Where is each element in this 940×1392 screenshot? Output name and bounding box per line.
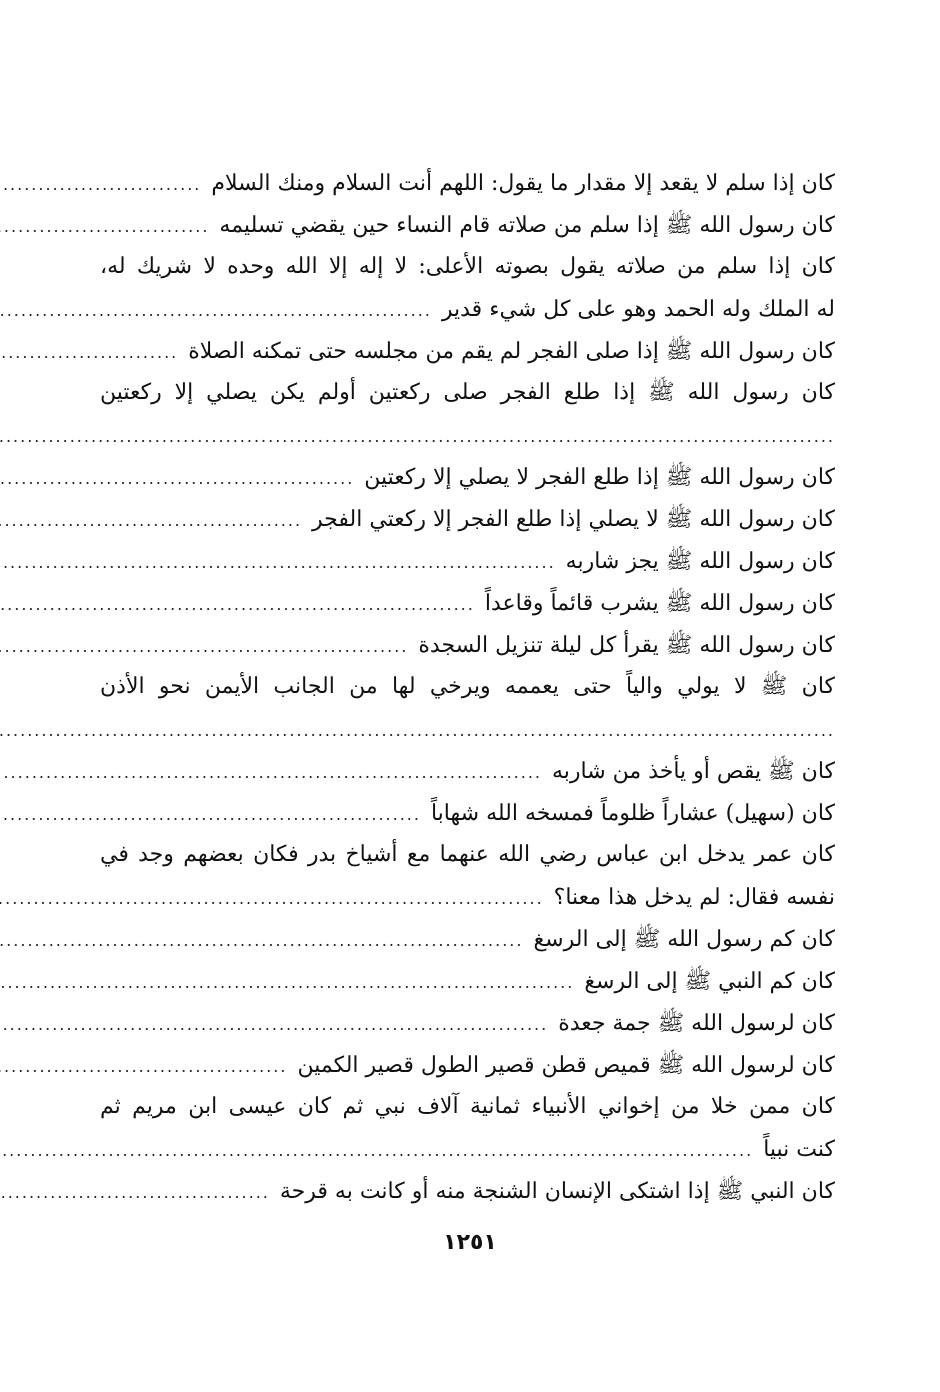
dot-leader — [0, 626, 408, 668]
index-entry — [100, 498, 835, 540]
index-entry — [100, 204, 835, 246]
entry-text: كان رسول الله ﷺ يشرب قائماً وقاعداً — [484, 591, 835, 616]
index-entry — [100, 162, 835, 204]
dot-leader — [0, 1130, 753, 1172]
entry-text: كان ممن خلا من إخواني الأنبياء ثمانية آلاف نبي ثم كان عيسى ابن مريم ثم — [100, 1094, 835, 1119]
index-entry — [100, 540, 835, 582]
dot-leader — [0, 206, 209, 248]
page-number: ١٢٥١ — [443, 1230, 497, 1255]
entry-text: كان كم رسول الله ﷺ إلى الرسغ — [533, 927, 835, 952]
index-entry — [100, 918, 835, 960]
entry-text: كان إذا سلم من صلاته يقول بصوته الأعلى: لا إله إلا الله وحده لا شريك له، — [100, 254, 835, 279]
index-entry — [100, 582, 835, 624]
index-entry — [100, 1044, 835, 1086]
index-entry — [100, 456, 835, 498]
entry-text: كان رسول الله ﷺ يجز شاربه — [565, 549, 835, 574]
dot-leader — [0, 164, 201, 206]
dot-leader — [0, 878, 544, 920]
index-entry — [100, 960, 835, 1002]
index-entry — [100, 666, 835, 750]
entry-text: كان (سهيل) عشاراً ظلوماً فمسخه الله شهاباً — [430, 801, 835, 826]
entry-text: كان رسول الله ﷺ لا يصلي إذا طلع الفجر إلا ركعتي الفجر — [312, 507, 835, 532]
dot-leader — [0, 794, 421, 836]
entry-text: كان لرسول الله ﷺ قميص قطن قصير الطول قصير الكمين — [297, 1053, 835, 1078]
index-entry — [100, 1002, 835, 1044]
dot-leader — [0, 290, 432, 332]
entry-text: كان لرسول الله ﷺ جمة جعدة — [558, 1011, 835, 1036]
dot-leader — [0, 542, 556, 584]
entry-text: كان رسول الله ﷺ إذا طلع الفجر صلى ركعتين أولم يكن يصلي إلا ركعتين — [100, 380, 835, 405]
index-entry — [100, 834, 835, 918]
dot-leader — [0, 962, 574, 1004]
entry-text: كان ﷺ يقص أو يأخذ من شاربه — [552, 759, 835, 784]
dot-leader — [0, 710, 835, 752]
dot-leader — [0, 1172, 270, 1214]
index-entry — [100, 624, 835, 666]
dot-leader — [0, 332, 178, 374]
entry-text-continuation: له الملك وله الحمد وهو على كل شيء قدير — [441, 297, 835, 322]
entry-text: كان إذا سلم لا يقعد إلا مقدار ما يقول: اللهم أنت السلام ومنك السلام — [211, 171, 835, 196]
dot-leader — [0, 500, 302, 542]
entry-text: كان رسول الله ﷺ يقرأ كل ليلة تنزيل السجدة — [418, 633, 835, 658]
entry-text: كان عمر يدخل ابن عباس رضي الله عنهما مع أشياخ بدر فكان بعضهم وجد في — [100, 842, 835, 867]
entry-text-continuation: كنت نبياً — [763, 1137, 835, 1162]
index-entry — [100, 1170, 835, 1212]
dot-leader — [0, 584, 475, 626]
entry-text: كان النبي ﷺ إذا اشتكى الإنسان الشنجة منه أو كانت به قرحة — [279, 1179, 835, 1204]
index-entry — [100, 1086, 835, 1170]
dot-leader — [0, 920, 523, 962]
index-entry — [100, 750, 835, 792]
entry-text: كان رسول الله ﷺ إذا صلى الفجر لم يقم من مجلسه حتى تمكنه الصلاة — [188, 339, 835, 364]
entry-text: كان رسول الله ﷺ إذا طلع الفجر لا يصلي إلا ركعتين — [364, 465, 835, 490]
dot-leader — [0, 416, 835, 458]
entry-text: كان ﷺ لا يولي والياً حتى يعممه ويرخي لها من الجانب الأيمن نحو الأذن — [100, 674, 835, 699]
dot-leader — [0, 458, 354, 500]
entry-text-continuation: نفسه فقال: لم يدخل هذا معنا؟ — [553, 885, 835, 910]
entry-text: كان كم النبي ﷺ إلى الرسغ — [584, 969, 835, 994]
dot-leader — [0, 1004, 548, 1046]
index-entry — [100, 246, 835, 330]
index-entry — [100, 372, 835, 456]
index-entry — [100, 330, 835, 372]
entry-text: كان رسول الله ﷺ إذا سلم من صلاته قام النساء حين يقضي تسليمه — [219, 213, 835, 238]
dot-leader — [0, 752, 542, 794]
hadith-index-list — [100, 162, 835, 1212]
index-entry — [100, 792, 835, 834]
dot-leader — [0, 1046, 287, 1088]
